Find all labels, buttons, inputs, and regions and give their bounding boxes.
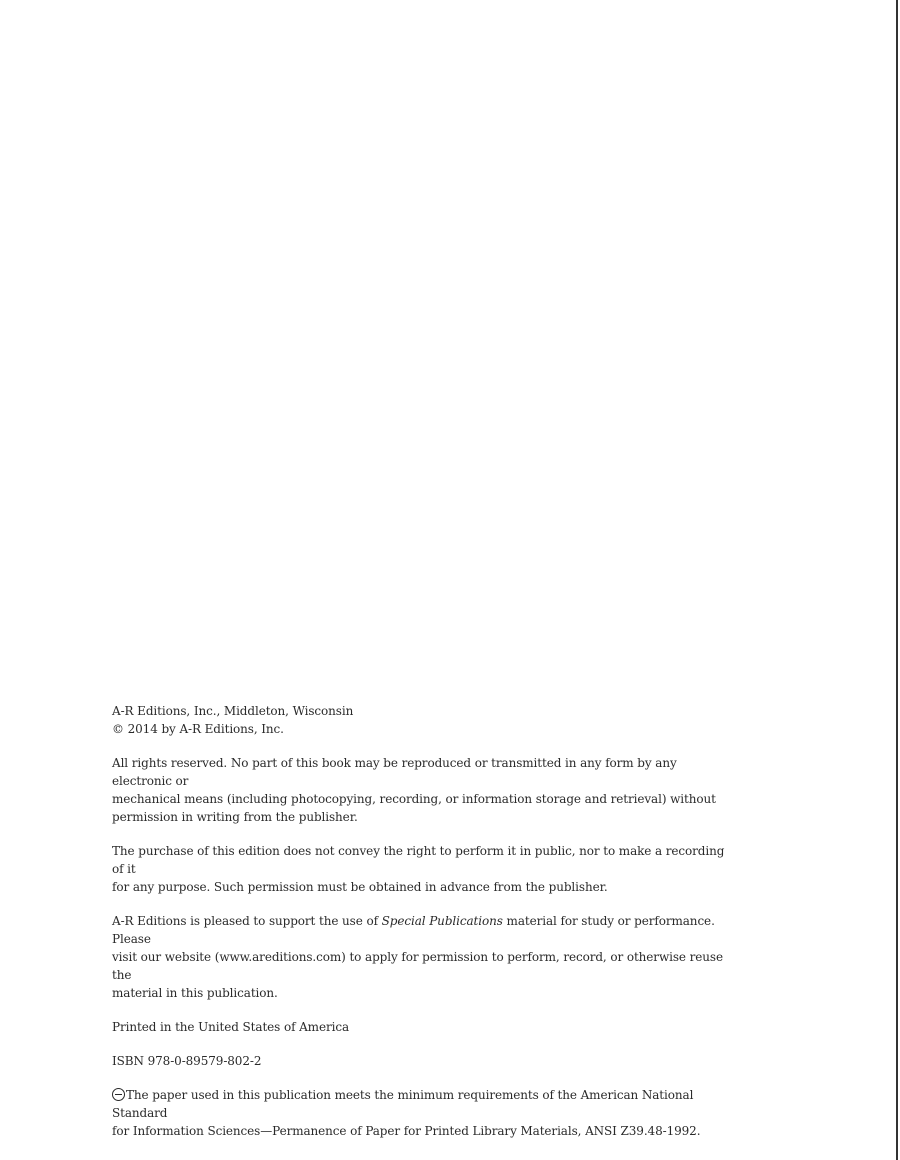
paper-notice-line-1-text: The paper used in this publication meets the minimum requirements of the American National Standard [112, 1088, 694, 1120]
isbn: ISBN 978-0-89579-802-2 [112, 1054, 262, 1068]
performance-paragraph [112, 842, 732, 896]
publisher-info [112, 702, 732, 738]
support-line-1 [112, 912, 732, 948]
printed-in: Printed in the United States of America [112, 1020, 350, 1034]
support-paragraph [112, 912, 732, 1002]
support-line-1-end: material for study or performance. Please [112, 914, 715, 946]
rights-line-1: All rights reserved. No part of this book may be reproduced or transmitted in any form by any electronic or [112, 756, 677, 788]
paper-notice-line-1 [112, 1086, 732, 1122]
permanent-paper-icon [112, 1088, 125, 1101]
support-line-2: visit our website (www.areditions.com) to apply for permission to perform, record, or otherwise reuse the [112, 950, 723, 982]
copyright-notice: © 2014 by A-R Editions, Inc. [112, 722, 284, 736]
rights-line-2: mechanical means (including photocopying, recording, or information storage and retrieval) without [112, 792, 716, 806]
paper-notice-line-2: for Information Sciences—Permanence of Paper for Printed Library Materials, ANSI Z39.48-1992. [112, 1124, 701, 1138]
paper-notice [112, 1086, 732, 1140]
support-line-3: material in this publication. [112, 986, 278, 1000]
support-line-1-start: A-R Editions is pleased to support the use of [112, 914, 382, 928]
publisher-location: A-R Editions, Inc., Middleton, Wisconsin [112, 704, 354, 718]
performance-line-2: for any purpose. Such permission must be obtained in advance from the publisher. [112, 880, 608, 894]
copyright-block [112, 702, 732, 1156]
rights-paragraph [112, 754, 732, 826]
performance-line-1: The purchase of this edition does not convey the right to perform it in public, nor to make a recording of it [112, 844, 725, 876]
rights-line-3: permission in writing from the publisher. [112, 810, 358, 824]
series-title: Special Publications [381, 914, 503, 928]
